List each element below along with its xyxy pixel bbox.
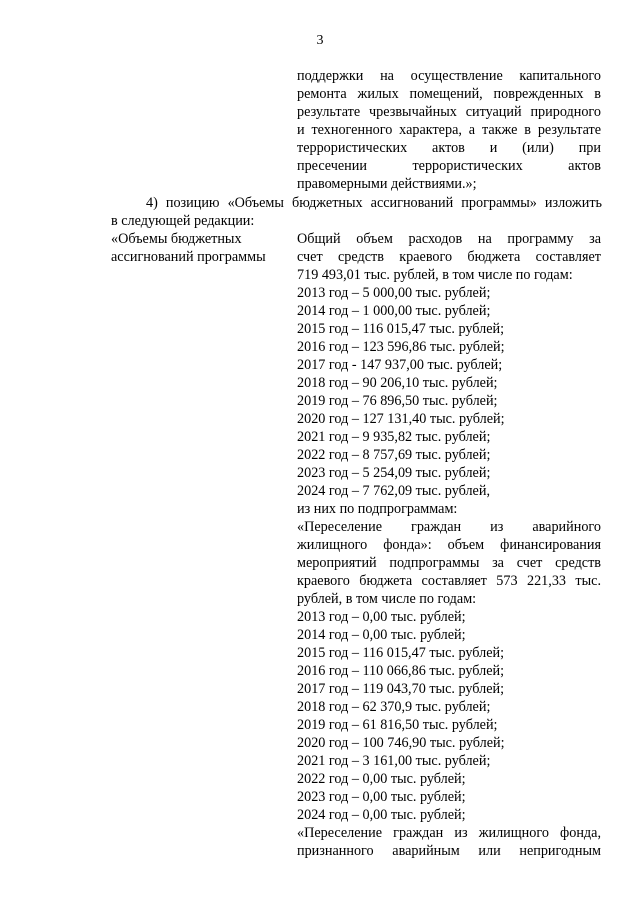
intro-line: и техногенного характера, а также в результате [297,122,601,138]
intro-line: пресечении террористических актов [297,158,601,174]
subprogram1-year-line: 2020 год – 100 746,90 тыс. рублей; [297,735,505,751]
subprogram1-year-line: 2014 год – 0,00 тыс. рублей; [297,627,466,643]
subprogram1-line: жилищного фонда»: объем финансирования [297,537,601,553]
subprogram1-line: «Переселение граждан из аварийного [297,519,601,535]
subprogram2-line: признанного аварийным или непригодным [297,843,601,859]
subprogram1-line: рублей, в том числе по годам: [297,591,477,607]
item4-line: в следующей редакции: [111,213,255,229]
subprogram1-year-line: 2022 год – 0,00 тыс. рублей; [297,771,466,787]
intro-line: правомерными действиями.»; [297,176,477,192]
intro-line: результате чрезвычайных ситуаций природного [297,104,601,120]
total-year-line: 2018 год – 90 206,10 тыс. рублей; [297,375,498,391]
subprogram1-year-line: 2016 год – 110 066,86 тыс. рублей; [297,663,505,679]
intro-line: поддержки на осуществление капитального [297,68,601,84]
total-text-line: 719 493,01 тыс. рублей, в том числе по годам: [297,267,573,283]
intro-line: террористических актов и (или) при [297,140,601,156]
subprogram1-year-line: 2013 год – 0,00 тыс. рублей; [297,609,466,625]
item4-line: 4) позицию «Объемы бюджетных ассигнований программы» изложить [146,195,602,211]
total-year-line: 2019 год – 76 896,50 тыс. рублей; [297,393,498,409]
subprogram1-year-line: 2021 год – 3 161,00 тыс. рублей; [297,753,491,769]
position-label: «Объемы бюджетных [111,231,242,247]
subprogram1-year-line: 2017 год – 119 043,70 тыс. рублей; [297,681,505,697]
total-year-line: 2016 год – 123 596,86 тыс. рублей; [297,339,505,355]
total-year-line: 2013 год – 5 000,00 тыс. рублей; [297,285,491,301]
subprogram1-line: краевого бюджета составляет 573 221,33 тыс. [297,573,601,589]
subprogram1-line: мероприятий подпрограммы за счет средств [297,555,601,571]
total-year-line: 2017 год - 147 937,00 тыс. рублей; [297,357,503,373]
total-year-line: 2020 год – 127 131,40 тыс. рублей; [297,411,505,427]
subprogram1-year-line: 2015 год – 116 015,47 тыс. рублей; [297,645,505,661]
total-year-line: 2014 год – 1 000,00 тыс. рублей; [297,303,491,319]
total-text-line: счет средств краевого бюджета составляет [297,249,601,265]
subprogram1-year-line: 2019 год – 61 816,50 тыс. рублей; [297,717,498,733]
subprogram2-line: «Переселение граждан из жилищного фонда, [297,825,601,841]
subprogram1-year-line: 2023 год – 0,00 тыс. рублей; [297,789,466,805]
subprogram1-year-line: 2018 год – 62 370,9 тыс. рублей; [297,699,491,715]
total-year-line: 2015 год – 116 015,47 тыс. рублей; [297,321,505,337]
total-year-line: 2024 год – 7 762,09 тыс. рублей, [297,483,490,499]
position-label: ассигнований программы [111,249,266,265]
intro-line: ремонта жилых помещений, поврежденных в [297,86,601,102]
total-year-line: 2023 год – 5 254,09 тыс. рублей; [297,465,491,481]
total-text-line: Общий объем расходов на программу за [297,231,601,247]
subprograms-intro: из них по подпрограммам: [297,501,458,517]
total-year-line: 2021 год – 9 935,82 тыс. рублей; [297,429,491,445]
page-number: 3 [316,33,324,48]
total-year-line: 2022 год – 8 757,69 тыс. рублей; [297,447,491,463]
subprogram1-year-line: 2024 год – 0,00 тыс. рублей; [297,807,466,823]
